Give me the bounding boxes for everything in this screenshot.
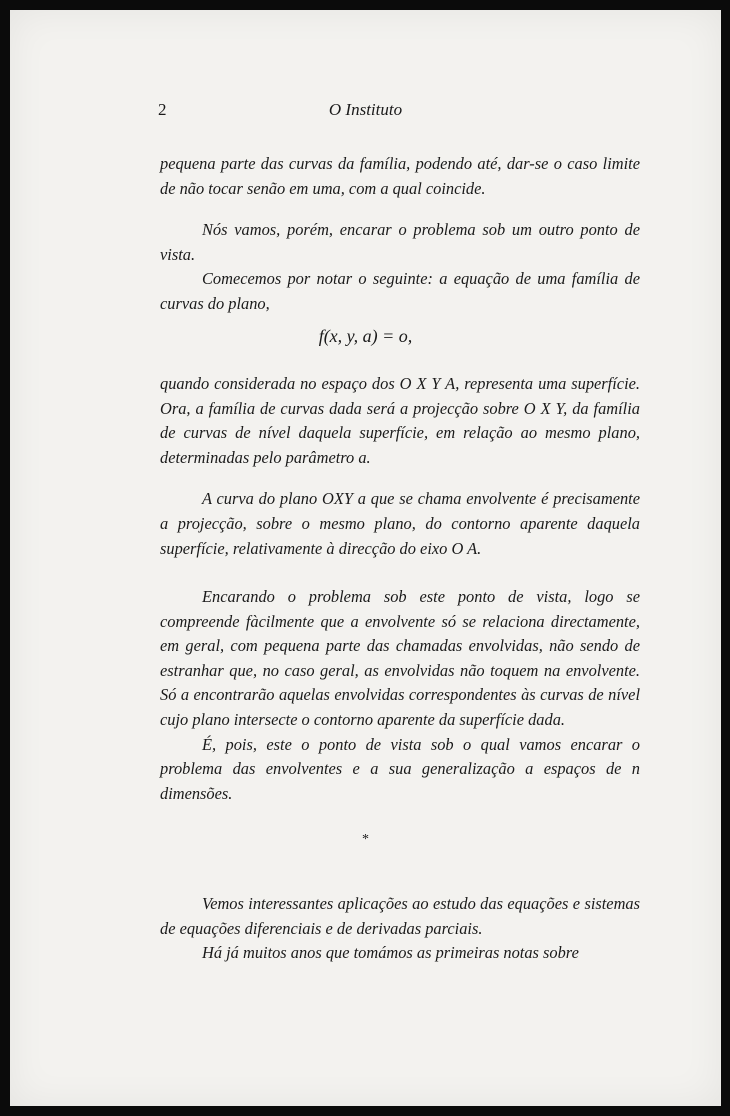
paragraph: Encarando o problema sob este ponto de vista, logo se compreende fàcilmente que a envolvente só se relaciona directamente, em geral, com pequena parte das chamadas envolvidas, não sendo de estranhar que, no caso geral, as envolvidas não toquem na envolvente. Só a encontrarão aquelas envolvidas correspondentes às curvas de nível cujo plano intersecte o contorno aparente da superfície dada. [160,587,640,729]
equation: f(x, y, a) = o, [318,326,413,346]
page-header [10,100,721,124]
text-block-1 [160,152,640,317]
paragraph: Vemos interessantes aplicações ao estudo das equações e sistemas de equações diferenciais e de derivadas parciais. [160,894,640,938]
text-block-3 [160,585,640,806]
running-title: O Instituto [328,100,403,119]
paragraph: Nós vamos, porém, encarar o problema sob um outro ponto de vista. [160,220,640,264]
page [10,10,721,1106]
section-separator: * [362,832,369,847]
text-block-4 [160,892,640,966]
paragraph: pequena parte das curvas da família, podendo até, dar-se o caso limite de não tocar senão em uma, com a qual coincide. [160,154,640,198]
paragraph: Comecemos por notar o seguinte: a equação de uma família de curvas do plano, [160,269,640,313]
paragraph: É, pois, este o ponto de vista sob o qual vamos encarar o problema das envolventes e a sua generalização a espaços de n dimensões. [160,734,640,803]
page-number: 2 [158,100,167,119]
paragraph: quando considerada no espaço dos O X Y A, representa uma superfície. Ora, a família de curvas dada será a projecção sobre O X Y, da família de curvas de nível daquela superfície, em relação ao mesmo plano, determinadas pelo parâmetro a. [160,374,640,467]
paragraph: Há já muitos anos que tomámos as primeiras notas sobre [202,943,579,963]
paragraph: A curva do plano OXY a que se chama envolvente é precisamente a projecção, sobre o mesmo plano, do contorno aparente daquela superfície, relativamente à direcção do eixo O A. [160,489,640,558]
text-block-2 [160,372,640,561]
